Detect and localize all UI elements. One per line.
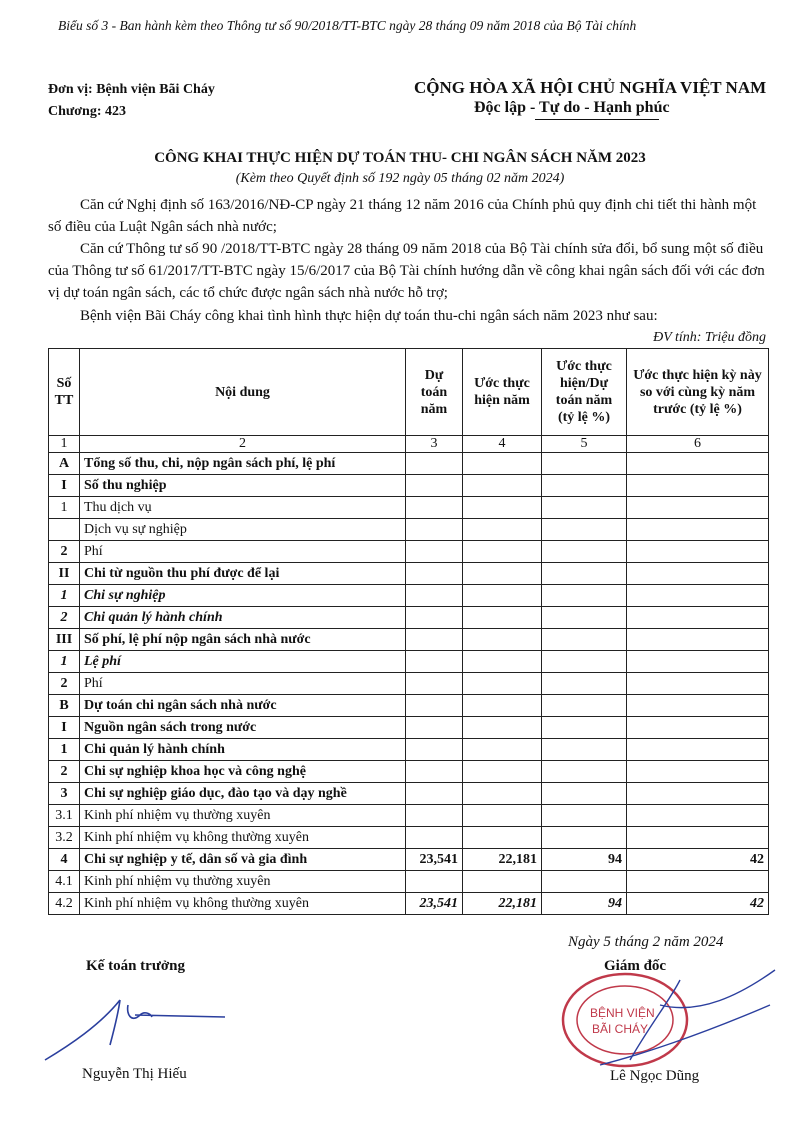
signing-date: Ngày 5 tháng 2 năm 2024 bbox=[568, 934, 724, 950]
motto-underline bbox=[535, 119, 659, 120]
ratio-estimate-value bbox=[542, 453, 627, 475]
row-content: Lệ phí bbox=[80, 651, 406, 673]
table-row bbox=[49, 761, 769, 783]
accountant-title: Kế toán trưởng bbox=[86, 958, 185, 974]
ratio-estimate-value bbox=[542, 475, 627, 497]
ratio-prev-value bbox=[627, 629, 769, 651]
actual-value bbox=[463, 497, 542, 519]
ratio-prev-value bbox=[627, 541, 769, 563]
table-row bbox=[49, 541, 769, 563]
ratio-prev-value bbox=[627, 717, 769, 739]
row-number: III bbox=[49, 629, 80, 651]
actual-value bbox=[463, 453, 542, 475]
row-content: Tổng số thu, chi, nộp ngân sách phí, lệ phí bbox=[80, 453, 406, 475]
table-row bbox=[49, 475, 769, 497]
ratio-prev-value: 42 bbox=[627, 893, 769, 915]
estimate-value bbox=[406, 541, 463, 563]
row-number: A bbox=[49, 453, 80, 475]
header-ratio-estimate: Ước thực hiện/Dự toán năm (tỷ lệ %) bbox=[542, 349, 627, 436]
ratio-estimate-value bbox=[542, 651, 627, 673]
row-content: Phí bbox=[80, 673, 406, 695]
document-title: CÔNG KHAI THỰC HIỆN DỰ TOÁN THU- CHI NGÂN SÁCH NĂM 2023 bbox=[154, 150, 646, 166]
header-ratio-prev-year: Ước thực hiện kỳ này so với cùng kỳ năm trước (tỷ lệ %) bbox=[627, 349, 769, 436]
ratio-estimate-value: 94 bbox=[542, 893, 627, 915]
ratio-estimate-value bbox=[542, 673, 627, 695]
ratio-prev-value bbox=[627, 827, 769, 849]
ratio-prev-value bbox=[627, 761, 769, 783]
row-content: Kinh phí nhiệm vụ không thường xuyên bbox=[80, 893, 406, 915]
row-number: 4 bbox=[49, 849, 80, 871]
ratio-prev-value bbox=[627, 475, 769, 497]
ratio-prev-value bbox=[627, 673, 769, 695]
ratio-prev-value: 42 bbox=[627, 849, 769, 871]
row-number: 2 bbox=[49, 607, 80, 629]
table-row bbox=[49, 805, 769, 827]
actual-value bbox=[463, 827, 542, 849]
row-number: I bbox=[49, 717, 80, 739]
row-number: II bbox=[49, 563, 80, 585]
row-content: Nguồn ngân sách trong nước bbox=[80, 717, 406, 739]
row-number: 4.2 bbox=[49, 893, 80, 915]
ratio-prev-value bbox=[627, 695, 769, 717]
table-row bbox=[49, 629, 769, 651]
estimate-value bbox=[406, 497, 463, 519]
estimate-value bbox=[406, 827, 463, 849]
ratio-estimate-value bbox=[542, 563, 627, 585]
estimate-value: 23,541 bbox=[406, 849, 463, 871]
estimate-value bbox=[406, 805, 463, 827]
ratio-estimate-value bbox=[542, 519, 627, 541]
director-name: Lê Ngọc Dũng bbox=[610, 1068, 700, 1084]
actual-value bbox=[463, 629, 542, 651]
row-content: Dự toán chi ngân sách nhà nước bbox=[80, 695, 406, 717]
row-number: 2 bbox=[49, 761, 80, 783]
unit-note: ĐV tính: Triệu đồng bbox=[653, 330, 766, 345]
actual-value bbox=[463, 673, 542, 695]
row-content: Thu dịch vụ bbox=[80, 497, 406, 519]
header-estimate: Dự toán năm bbox=[406, 349, 463, 436]
document-subtitle: (Kèm theo Quyết định số 192 ngày 05 tháng 02 năm 2024) bbox=[235, 171, 565, 186]
form-reference-note: Biểu số 3 - Ban hành kèm theo Thông tư số 90/2018/TT-BTC ngày 28 tháng 09 năm 2018 của Bộ Tài chính bbox=[58, 18, 637, 33]
ratio-estimate-value bbox=[542, 805, 627, 827]
actual-value bbox=[463, 475, 542, 497]
row-number: 1 bbox=[49, 739, 80, 761]
col-number: 1 bbox=[49, 436, 80, 453]
row-number: I bbox=[49, 475, 80, 497]
actual-value bbox=[463, 695, 542, 717]
actual-value bbox=[463, 805, 542, 827]
actual-value bbox=[463, 871, 542, 893]
ratio-estimate-value: 94 bbox=[542, 849, 627, 871]
ratio-estimate-value bbox=[542, 629, 627, 651]
row-content: Kinh phí nhiệm vụ thường xuyên bbox=[80, 805, 406, 827]
budget-table bbox=[48, 348, 769, 915]
table-row bbox=[49, 695, 769, 717]
row-content: Chi sự nghiệp khoa học và công nghệ bbox=[80, 761, 406, 783]
table-row bbox=[49, 893, 769, 915]
ratio-prev-value bbox=[627, 563, 769, 585]
chapter-code: Chương: 423 bbox=[48, 104, 126, 119]
ratio-prev-value bbox=[627, 871, 769, 893]
column-number-row bbox=[49, 436, 769, 453]
actual-value bbox=[463, 519, 542, 541]
table-row bbox=[49, 497, 769, 519]
table-header-row bbox=[49, 349, 769, 436]
table-row bbox=[49, 739, 769, 761]
actual-value bbox=[463, 607, 542, 629]
ratio-prev-value bbox=[627, 805, 769, 827]
ratio-prev-value bbox=[627, 651, 769, 673]
nation-title: CỘNG HÒA XÃ HỘI CHỦ NGHĨA VIỆT NAM bbox=[414, 78, 767, 97]
accountant-signature bbox=[40, 985, 230, 1065]
ratio-prev-value bbox=[627, 519, 769, 541]
director-title: Giám đốc bbox=[604, 958, 667, 974]
actual-value: 22,181 bbox=[463, 893, 542, 915]
actual-value bbox=[463, 541, 542, 563]
row-content: Chi quản lý hành chính bbox=[80, 739, 406, 761]
estimate-value bbox=[406, 871, 463, 893]
row-content: Chi từ nguồn thu phí được để lại bbox=[80, 563, 406, 585]
actual-value bbox=[463, 585, 542, 607]
row-number: 2 bbox=[49, 541, 80, 563]
table-row bbox=[49, 783, 769, 805]
estimate-value bbox=[406, 695, 463, 717]
estimate-value bbox=[406, 585, 463, 607]
estimate-value: 23,541 bbox=[406, 893, 463, 915]
row-number: 3 bbox=[49, 783, 80, 805]
header-content: Nội dung bbox=[80, 349, 406, 436]
actual-value bbox=[463, 717, 542, 739]
row-number: 4.1 bbox=[49, 871, 80, 893]
table-row bbox=[49, 651, 769, 673]
row-content: Số phí, lệ phí nộp ngân sách nhà nước bbox=[80, 629, 406, 651]
ratio-estimate-value bbox=[542, 783, 627, 805]
table-row bbox=[49, 827, 769, 849]
row-content: Kinh phí nhiệm vụ thường xuyên bbox=[80, 871, 406, 893]
header-actual: Ước thực hiện năm bbox=[463, 349, 542, 436]
col-number: 5 bbox=[542, 436, 627, 453]
estimate-value bbox=[406, 651, 463, 673]
ratio-estimate-value bbox=[542, 585, 627, 607]
stamp-text-2: BÃI CHÁY bbox=[592, 1022, 649, 1036]
ratio-prev-value bbox=[627, 783, 769, 805]
actual-value bbox=[463, 783, 542, 805]
ratio-estimate-value bbox=[542, 761, 627, 783]
estimate-value bbox=[406, 673, 463, 695]
col-number: 4 bbox=[463, 436, 542, 453]
row-number: 3.1 bbox=[49, 805, 80, 827]
row-content: Chi sự nghiệp y tế, dân số và gia đình bbox=[80, 849, 406, 871]
table-row bbox=[49, 607, 769, 629]
ratio-prev-value bbox=[627, 497, 769, 519]
table-row bbox=[49, 849, 769, 871]
table-row bbox=[49, 563, 769, 585]
table-row bbox=[49, 519, 769, 541]
ratio-estimate-value bbox=[542, 827, 627, 849]
accountant-name: Nguyễn Thị Hiếu bbox=[82, 1066, 187, 1082]
paragraph-circular-basis: Căn cứ Thông tư số 90 /2018/TT-BTC ngày 28 tháng 09 năm 2018 của Bộ Tài chính sửa đổi, bổ sung một số điều của Thông tư số 61/2017/TT-BTC ngày 15/6/2017 của Bộ Tài chính hướng dẫn về công khai ngân sách đối với các đơn vị dự toán ngân sách, các tổ chức được ngân sách nhà nước hỗ trợ; bbox=[48, 241, 765, 301]
table-row bbox=[49, 585, 769, 607]
estimate-value bbox=[406, 475, 463, 497]
table-row bbox=[49, 673, 769, 695]
national-motto: Độc lập - Tự do - Hạnh phúc bbox=[474, 99, 670, 116]
estimate-value bbox=[406, 453, 463, 475]
row-number bbox=[49, 519, 80, 541]
table-row bbox=[49, 871, 769, 893]
ratio-estimate-value bbox=[542, 717, 627, 739]
actual-value: 22,181 bbox=[463, 849, 542, 871]
row-number: B bbox=[49, 695, 80, 717]
ratio-prev-value bbox=[627, 453, 769, 475]
row-number: 1 bbox=[49, 497, 80, 519]
row-content: Chi quản lý hành chính bbox=[80, 607, 406, 629]
col-number: 3 bbox=[406, 436, 463, 453]
paragraph-statement: Bệnh viện Bãi Cháy công khai tình hình thực hiện dự toán thu-chi ngân sách năm 2023 như sau: bbox=[80, 308, 658, 324]
ratio-estimate-value bbox=[542, 871, 627, 893]
row-number: 2 bbox=[49, 673, 80, 695]
col-number: 2 bbox=[80, 436, 406, 453]
estimate-value bbox=[406, 739, 463, 761]
row-content: Chi sự nghiệp bbox=[80, 585, 406, 607]
estimate-value bbox=[406, 563, 463, 585]
ratio-prev-value bbox=[627, 739, 769, 761]
header-stt: Số TT bbox=[49, 349, 80, 436]
actual-value bbox=[463, 563, 542, 585]
row-content: Chi sự nghiệp giáo dục, đào tạo và dạy nghề bbox=[80, 783, 406, 805]
estimate-value bbox=[406, 607, 463, 629]
ratio-prev-value bbox=[627, 585, 769, 607]
unit-name: Đơn vị: Bệnh viện Bãi Cháy bbox=[48, 82, 215, 97]
row-content: Kinh phí nhiệm vụ không thường xuyên bbox=[80, 827, 406, 849]
official-seal bbox=[540, 965, 780, 1075]
ratio-prev-value bbox=[627, 607, 769, 629]
col-number: 6 bbox=[627, 436, 769, 453]
ratio-estimate-value bbox=[542, 541, 627, 563]
paragraph-decree-basis: Căn cứ Nghị định số 163/2016/NĐ-CP ngày 21 tháng 12 năm 2016 của Chính phủ quy định chi tiết thi hành một số điều của Luật Ngân sách nhà nước; bbox=[48, 197, 757, 235]
table-row bbox=[49, 453, 769, 475]
row-content: Dịch vụ sự nghiệp bbox=[80, 519, 406, 541]
table-row bbox=[49, 717, 769, 739]
row-number: 3.2 bbox=[49, 827, 80, 849]
actual-value bbox=[463, 739, 542, 761]
ratio-estimate-value bbox=[542, 497, 627, 519]
row-number: 1 bbox=[49, 585, 80, 607]
estimate-value bbox=[406, 761, 463, 783]
actual-value bbox=[463, 761, 542, 783]
estimate-value bbox=[406, 519, 463, 541]
ratio-estimate-value bbox=[542, 739, 627, 761]
row-content: Phí bbox=[80, 541, 406, 563]
row-content: Số thu nghiệp bbox=[80, 475, 406, 497]
row-number: 1 bbox=[49, 651, 80, 673]
estimate-value bbox=[406, 717, 463, 739]
stamp-text-1: BỆNH VIỆN bbox=[590, 1006, 655, 1020]
ratio-estimate-value bbox=[542, 695, 627, 717]
actual-value bbox=[463, 651, 542, 673]
ratio-estimate-value bbox=[542, 607, 627, 629]
estimate-value bbox=[406, 783, 463, 805]
estimate-value bbox=[406, 629, 463, 651]
